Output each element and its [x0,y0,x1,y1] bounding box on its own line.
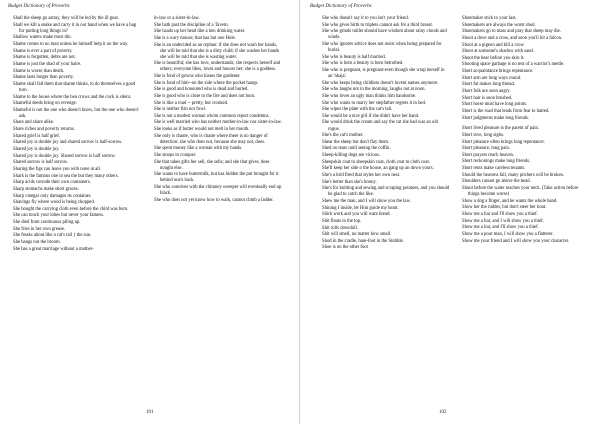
page-number: 101 [146,410,154,415]
proverb-entry: Show me a liar, and I'll show you a thief. [462,225,539,231]
proverb-entry: Show her the rudder, but don't steer her boat. [462,205,547,211]
proverb-entry: Show a dog a finger, and he wants the whole hand. [462,198,558,204]
proverb-entry: Should the heavens fall, many pitchers will be broken. [462,172,565,178]
proverb-entry: Shooting space garbage is no test of a warrior's mettle. [462,62,565,68]
proverb-entry: Shavings fly where wood is being chopped. [13,200,95,206]
proverb-entry: Shared joy is double joy. Shared sorrow is half sorrow. [13,153,116,159]
proverb-entry: Shoot a dove and a crow, and soon you'll hit a falcon. [462,35,563,41]
proverb-entry: Shame lasts longer than poverty. [13,75,75,81]
proverb-entry: Short love, long sighs. [462,132,505,138]
proverb-entry: She who wants to marry her stepfather regrets it in bed. [322,100,427,106]
proverb-entry: Sharp acids corrode their own containers. [13,180,91,186]
proverb-entry: Shallow waters make most din. [13,35,72,41]
proverb-entry: Shoemakers are always the worst shod. [462,22,536,28]
proverb-entry: Shame shall fall them that shame thinks, to do themselves a good turn. [13,81,136,93]
proverb-entry: She would drink the cream and say the cat she had was an old rogue. [322,120,438,132]
proverb-entry: Short folk are soon angry. [462,89,511,95]
proverb-entry: She who is pregnant, is pregnant-even though she wrap herself in an 'nkaja'. [322,67,445,79]
proverb-entry: She stoops to conquer. [154,153,197,159]
proverb-entry: Share and share alike. [13,120,55,126]
proverb-entry: She is not a modest woman whom common report condemns. [154,113,270,119]
proverb-entry: Shoemakers go to mass and pray that sheep may die. [462,29,561,35]
proverb-entry: Shameful is not the one who doesn't know, but the one who doesn't ask. [13,107,139,119]
proverb-entry: Shit rolls downhill. [322,225,359,231]
proverb-entry: Shoot the bear before you skin it. [462,55,525,61]
proverb-entry: She spent money like a woman with my hands. [154,146,243,152]
proverb-entry: Sheepskin coat to sheepskin coat, cloth coat to cloth coat. [322,159,430,165]
proverb-entry: Short is the road that leads from fear to hatred. [462,108,550,114]
proverb-entry: Shining I inside, let Him guide my heart. [322,205,399,211]
proverb-entry: Show me a poor man, I will show you a flatterer. [462,231,554,237]
proverb-entry: Shit floats to the top. [322,218,362,224]
proverb-entry: Short judgments make long friends. [462,115,530,121]
proverb-entry: Shirk work and you will want bread. [322,212,391,218]
proverb-entry: She who grinds millet should have wisdom about rainy clouds and winds. [322,29,447,41]
proverb-entry: She is fond of him--on the side where the pocket hangs. [154,80,259,86]
proverb-entry: Short rents make careless tenants. [462,166,526,172]
proverb-entry: Short pleasure often brings long repentance. [462,139,545,145]
proverb-entry: She has a great marriage without a mother- [13,246,94,252]
proverb-entry: She who is beauty is half married. [322,54,386,60]
proverb-entry: Shared joy is double joy. [13,147,60,153]
proverb-entry: She freaks about like a cat's tail { the sun. [13,233,92,239]
proverb-entry: Shoot at a pigeon and kill a crow. [462,42,525,48]
proverb-entry: Sharp stomachs make short graces. [13,186,79,192]
proverb-entry: She would be a nice girl if she didn't have her band. [322,113,420,119]
proverb-entry: She hauds up her head like a hen drinking water. [154,29,246,35]
proverb-entry: Shall we kill a snake and carry it in our hand when we have a bag for putting long things in? [13,22,137,34]
proverb-entry: Shear the sheep but don't flay them. [322,139,390,145]
proverb-entry: Shoe is on the other foot [322,245,368,251]
proverb-entry: Shoot at someone's shadow with sand. [462,49,534,55]
proverb-entry: She hangs out the broom. [13,240,61,245]
proverb-entry: Shame is just the shad of your haire. [13,61,82,67]
proverb-entry: Show me your friend and I will show you your character. [462,238,570,244]
proverb-entry: She is a wary mouse, that has but one Hole. [154,35,236,41]
proverb-entry: She died from continuous piling up. [13,220,81,226]
proverb-entry: She who gives birth to triplets cannot ask for a third breast. [322,22,433,28]
proverb-entry: Shoemaker stick to your last. [462,16,517,21]
proverb-entry: She's for knitting and sewing and scraping potatoes, and you should be glad to catch the like. [322,186,450,198]
proverb-entry: She who laughs not in the morning, laughs not at noon. [322,87,426,93]
proverb-entry: Shared sorrow is half sorrow. [13,160,69,166]
proverb-entry: Short hair is soon brushed. [462,95,513,101]
proverb-entry: Short fat makes long thread. [462,82,515,88]
right-column-2 [462,16,590,245]
proverb-entry: Shark is the famous one in sea the but they many others. [13,173,119,179]
proverb-entry: She who does not yet know how to walk, cannot climb a ladder. [154,197,274,203]
proverb-entry: Shit will smell, no matter how small. [322,232,392,238]
right-column-1 [322,16,450,252]
proverb-entry: She who is born a beauty is born betrothed. [322,61,404,67]
proverb-entry: She's a bird fired that styles her own nest. [322,173,401,178]
proverb-entry: She bought the carrying cloth even before the child was born. [13,206,129,212]
proverb-entry: She is neither fish nor fowl. [154,107,207,113]
proverb-entry: She fries in her own grease. [13,226,66,232]
proverb-entry: She is good who is close to the fire and does not burn. [154,93,256,99]
proverb-entry: Shared joy is double joy and shared sorrow is half-sorrow. [13,140,123,146]
proverb-entry: She can touch your lobes but never your fatness. [13,213,104,219]
proverb-entry: Shame is ever a part of poverty. [13,48,73,54]
left-column-1 [13,16,141,253]
proverb-entry: Shed no tears until seeing the coffin. [322,146,391,152]
proverb-entry: Shew me the man, and I will show you the law. [322,198,411,204]
proverb-entry: She hath past the discipline of a Tavern. [154,22,229,28]
proverb-entry: Short arm are long ways round. [462,75,522,81]
proverb-entry: Shall the sheep go astray, they will be led by the ill goat. [13,16,119,21]
proverb-entry: She who keeps being childless doesn't invent names anymore. [322,80,439,86]
proverb-entry: Shared grief is half grief. [13,133,60,139]
proverb-entry: Short lived pleasure is the parent of pain. [462,126,540,132]
proverb-entry: She is well married who has neither mother-in-law nor sister-in-law. [154,120,282,126]
running-head: Budget Dictionary of Proverbs [8,4,70,9]
proverb-entry: Sharing the figs can leave you with none at all. [13,166,101,172]
proverb-entry: She's the cat's mother. [322,133,364,139]
proverb-entry: She who connives with the chimney sweeper will eventually end up black. [154,185,282,197]
proverb-entry: She is beautiful; she has love, understands; she respects herself and others; everyone likes, loves and honors her; she is a goddess. [154,61,281,73]
proverb-entry: She wants to have buttermilk, but has hidden the pot brought for it behind one's back. [154,172,279,184]
proverb-entry: Short acquaintance brings repentance. [462,69,534,75]
proverb-entry: She is like a road -- pretty, but crooked. [154,100,229,106]
proverb-entry: Short prayers reach heaven. [462,152,515,158]
proverb-entry: Shoulders cannot go above the head. [462,179,531,185]
proverb-entry: She is an undecided as an orphan: if she does not wash her hands, she will be told that she is a dirty child; if she washes her hands she will be told that she is wasting water. [154,42,280,60]
proverb-entry: Sheep-killing dogs are vicious. [322,153,381,159]
proverb-entry: Show me a liar and I'll show you a thief. [462,211,538,217]
proverb-entry: Short horse must have long points. [462,102,528,108]
proverb-entry: She looks as if butter would not melt in her mouth. [154,127,250,133]
proverb-entry: She who loves an ugly man thinks him handsome. [322,93,417,99]
right-page [300,0,600,424]
proverb-entry: Short reckonings make long friends. [462,159,531,165]
running-head: Budget Dictionary of Proverbs [310,4,372,9]
proverb-entry: She'll keep her side o the house, an gang up an down yours. [322,166,434,172]
proverb-entry: Share riches and poverty returns. [13,127,75,133]
proverb-entry: She who ignores advice does not resist when being prepared for burial. [322,41,442,54]
proverb-entry: Shame is worse than death. [13,68,65,74]
proverb-entry: She is good and honoured who is dead and buried. [154,87,249,93]
proverb-entry: Shameful deeds bring on revenge. [13,101,77,107]
proverb-entry: Sharp vinegar only damages its container. [13,193,92,199]
proverb-entry: She only is chaste, who is chaste where there is no danger of detection: she who does not, because she may not, does. [154,133,268,145]
proverb-entry: She who doesn't say it to you isn't your friend. [322,16,409,21]
proverb-entry: Shod in the cradle, bare-foot in the Stubble. [322,238,404,244]
proverb-entry: She's better than she's bonny. [322,179,377,185]
proverb-entry: in-law or a sister-in-law. [154,16,200,21]
proverb-entry: Show me a liar, and I will show you a thief. [462,218,544,224]
proverb-entry: She wipes the plate with the cat's tail. [322,107,393,113]
proverb-entry: Short pleasure, long pain. [462,146,511,152]
proverb-entry: Shame comes to no man unless he himself help it on the way. [13,41,129,47]
left-column-2 [154,16,282,204]
proverb-entry: She that takes gifts her sell, she sells; and she that gives, does nought else. [154,159,270,171]
proverb-entry: Shame to the house where the hen crows and the cock is silent. [13,94,132,100]
proverb-entry: Shout before the water reaches your neck. (Take action before things become worse) [462,186,579,198]
page-number: 102 [439,410,447,415]
proverb-entry: She is fond of gowns who kisses the gardener. [154,73,241,79]
proverb-entry: Shame is forgotten, debts are not. [13,55,76,61]
